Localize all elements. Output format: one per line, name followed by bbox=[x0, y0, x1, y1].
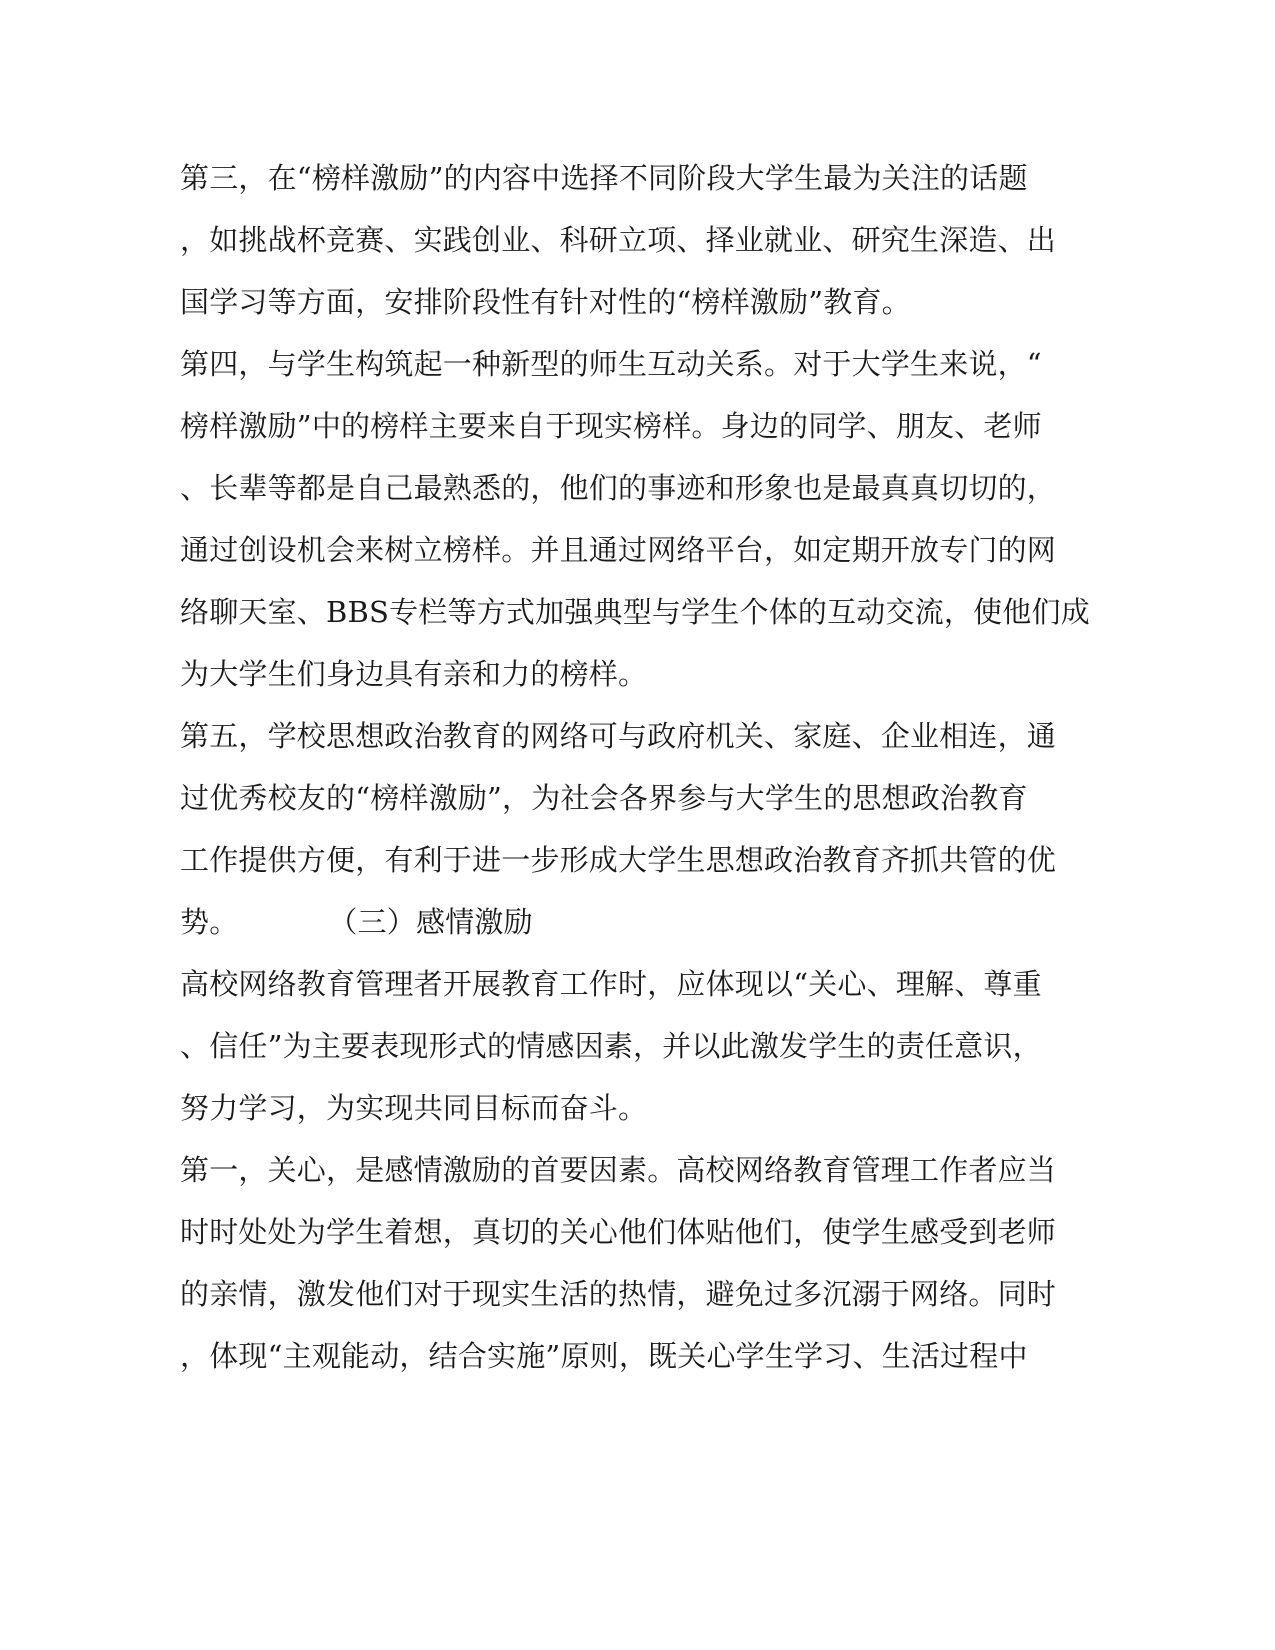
text-line: 通过创设机会来树立榜样。并且通过网络平台，如定期开放专门的网 bbox=[180, 533, 1057, 567]
text-line: 第三，在“榜样激励”的内容中选择不同阶段大学生最为关注的话题 bbox=[180, 161, 1028, 195]
text-line: ，如挑战杯竞赛、实践创业、科研立项、择业就业、研究生深造、出 bbox=[180, 223, 1057, 257]
text-line: 国学习等方面，安排阶段性有针对性的“榜样激励”教育。 bbox=[180, 285, 911, 319]
text-line: 的亲情，激发他们对于现实生活的热情，避免过多沉溺于网络。同时 bbox=[180, 1277, 1057, 1311]
text-line: ，体现“主观能动，结合实施”原则，既关心学生学习、生活过程中 bbox=[180, 1339, 1028, 1373]
text-line: 、信任”为主要表现形式的情感因素，并以此激发学生的责任意识， bbox=[180, 1029, 1042, 1063]
text-line: 榜样激励”中的榜样主要来自于现实榜样。身边的同学、朋友、老师 bbox=[180, 409, 1042, 443]
text-line: 过优秀校友的“榜样激励”，为社会各界参与大学生的思想政治教育 bbox=[180, 781, 1028, 815]
text-line: 为大学生们身边具有亲和力的榜样。 bbox=[180, 657, 648, 691]
text-line: 络聊天室、BBS专栏等方式加强典型与学生个体的互动交流，使他们成 bbox=[180, 595, 1090, 629]
text-line: 高校网络教育管理者开展教育工作时，应体现以“关心、理解、尊重 bbox=[180, 967, 1042, 1001]
text-line: 第五，学校思想政治教育的网络可与政府机关、家庭、企业相连，通 bbox=[180, 719, 1057, 753]
text-line: 势。 bbox=[180, 905, 239, 939]
text-line: 努力学习，为实现共同目标而奋斗。 bbox=[180, 1091, 648, 1125]
text-line: 、长辈等都是自己最熟悉的，他们的事迹和形象也是最真真切切的， bbox=[180, 471, 1057, 505]
text-line: 第四，与学生构筑起一种新型的师生互动关系。对于大学生来说，“ bbox=[180, 347, 1042, 381]
text-line: 第一，关心，是感情激励的首要因素。高校网络教育管理工作者应当 bbox=[180, 1153, 1057, 1187]
text-line-with-heading bbox=[180, 902, 533, 942]
section-heading: （三）感情激励 bbox=[328, 905, 533, 939]
text-line: 工作提供方便，有利于进一步形成大学生思想政治教育齐抓共管的优 bbox=[180, 843, 1057, 877]
text-line: 时时处处为学生着想，真切的关心他们体贴他们，使学生感受到老师 bbox=[180, 1215, 1057, 1249]
